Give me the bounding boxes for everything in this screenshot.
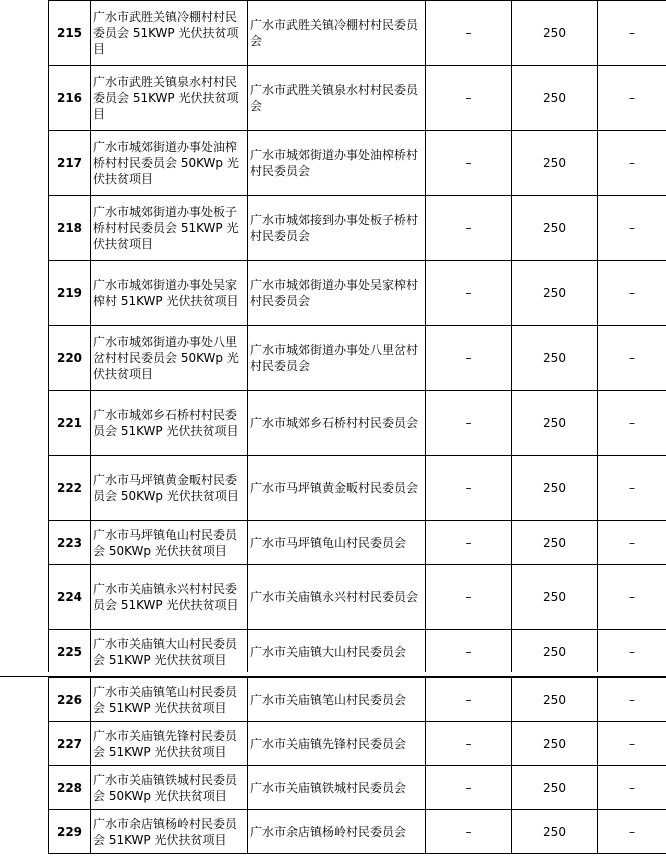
dash-cell: – — [426, 810, 512, 854]
dash-cell: – — [598, 391, 666, 456]
owner-unit-cell: 广水市城郊街道办事处八里岔村村民委员会 — [248, 326, 426, 391]
dash-cell: – — [426, 131, 512, 196]
project-name-cell: 广水市城郊街道办事处八里岔村村民委员会 50KWp 光伏扶贫项目 — [91, 326, 248, 391]
table-row — [49, 261, 666, 326]
table-row — [49, 391, 666, 456]
row-number: 216 — [49, 66, 91, 131]
dash-cell: – — [426, 66, 512, 131]
dash-cell: – — [598, 261, 666, 326]
owner-unit-cell: 广水市余店镇杨岭村民委员会 — [248, 810, 426, 854]
owner-unit-cell: 广水市关庙镇铁城村民委员会 — [248, 766, 426, 810]
capacity-cell: 250 — [512, 326, 598, 391]
row-number: 228 — [49, 766, 91, 810]
dash-cell: – — [598, 630, 666, 674]
row-number: 229 — [49, 810, 91, 854]
table-row — [49, 722, 666, 766]
project-name-cell: 广水市城郊乡石桥村村民委员会 51KWP 光伏扶贫项目 — [91, 391, 248, 456]
row-number: 225 — [49, 630, 91, 674]
dash-cell: – — [426, 326, 512, 391]
owner-unit-cell: 广水市城郊乡石桥村村民委员会 — [248, 391, 426, 456]
dash-cell: – — [426, 391, 512, 456]
project-name-cell: 广水市关庙镇永兴村村民委员会 51KWP 光伏扶贫项目 — [91, 565, 248, 630]
table-row — [49, 630, 666, 674]
capacity-cell: 250 — [512, 261, 598, 326]
table-row — [49, 565, 666, 630]
project-name-cell: 广水市城郊街道办事处板子桥村村民委员会 51KWP 光伏扶贫项目 — [91, 196, 248, 261]
capacity-cell: 250 — [512, 521, 598, 565]
capacity-cell: 250 — [512, 810, 598, 854]
table-row — [49, 678, 666, 722]
owner-unit-cell: 广水市城郊街道办事处油榨桥村村民委员会 — [248, 131, 426, 196]
row-number: 223 — [49, 521, 91, 565]
dash-cell: – — [598, 565, 666, 630]
dash-cell: – — [426, 630, 512, 674]
dash-cell: – — [426, 196, 512, 261]
capacity-cell: 250 — [512, 678, 598, 722]
owner-unit-cell: 广水市关庙镇大山村民委员会 — [248, 630, 426, 674]
table-row — [49, 456, 666, 521]
capacity-cell: 250 — [512, 391, 598, 456]
owner-unit-cell: 广水市城郊接到办事处板子桥村村民委员会 — [248, 196, 426, 261]
dash-cell: – — [598, 810, 666, 854]
capacity-cell: 250 — [512, 131, 598, 196]
project-table-part-2 — [48, 677, 666, 854]
owner-unit-cell: 广水市城郊街道办事处吴家榨村村民委员会 — [248, 261, 426, 326]
row-number: 217 — [49, 131, 91, 196]
capacity-cell: 250 — [512, 565, 598, 630]
project-name-cell: 广水市关庙镇先锋村民委员会 51KWP 光伏扶贫项目 — [91, 722, 248, 766]
dash-cell: – — [598, 521, 666, 565]
project-name-cell: 广水市关庙镇铁城村民委员会 50KWp 光伏扶贫项目 — [91, 766, 248, 810]
row-number: 227 — [49, 722, 91, 766]
dash-cell: – — [598, 131, 666, 196]
capacity-cell: 250 — [512, 456, 598, 521]
owner-unit-cell: 广水市武胜关镇泉水村村民委员会 — [248, 66, 426, 131]
dash-cell: – — [426, 766, 512, 810]
owner-unit-cell: 广水市关庙镇先锋村民委员会 — [248, 722, 426, 766]
dash-cell: – — [426, 1, 512, 66]
project-name-cell: 广水市马坪镇龟山村民委员会 50KWp 光伏扶贫项目 — [91, 521, 248, 565]
capacity-cell: 250 — [512, 722, 598, 766]
table-row — [49, 196, 666, 261]
project-name-cell: 广水市武胜关镇泉水村村民委员会 51KWP 光伏扶贫项目 — [91, 66, 248, 131]
table-row — [49, 521, 666, 565]
project-table-part-1 — [48, 0, 666, 674]
table-row — [49, 1, 666, 66]
dash-cell: – — [598, 766, 666, 810]
dash-cell: – — [598, 722, 666, 766]
project-name-cell: 广水市关庙镇笔山村民委员会 51KWP 光伏扶贫项目 — [91, 678, 248, 722]
capacity-cell: 250 — [512, 196, 598, 261]
capacity-cell: 250 — [512, 766, 598, 810]
dash-cell: – — [426, 456, 512, 521]
dash-cell: – — [426, 521, 512, 565]
dash-cell: – — [598, 196, 666, 261]
project-name-cell: 广水市关庙镇大山村民委员会 51KWP 光伏扶贫项目 — [91, 630, 248, 674]
table-row — [49, 326, 666, 391]
row-number: 215 — [49, 1, 91, 66]
table-row — [49, 810, 666, 854]
capacity-cell: 250 — [512, 1, 598, 66]
capacity-cell: 250 — [512, 66, 598, 131]
row-number: 218 — [49, 196, 91, 261]
row-number: 221 — [49, 391, 91, 456]
owner-unit-cell: 广水市关庙镇笔山村民委员会 — [248, 678, 426, 722]
dash-cell: – — [426, 261, 512, 326]
owner-unit-cell: 广水市马坪镇黄金畈村民委员会 — [248, 456, 426, 521]
row-number: 224 — [49, 565, 91, 630]
project-name-cell: 广水市余店镇杨岭村民委员会 51KWP 光伏扶贫项目 — [91, 810, 248, 854]
row-number: 220 — [49, 326, 91, 391]
dash-cell: – — [598, 326, 666, 391]
dash-cell: – — [598, 456, 666, 521]
owner-unit-cell: 广水市马坪镇龟山村民委员会 — [248, 521, 426, 565]
row-number: 219 — [49, 261, 91, 326]
project-name-cell: 广水市武胜关镇冷棚村村民委员会 51KWP 光伏扶贫项目 — [91, 1, 248, 66]
capacity-cell: 250 — [512, 630, 598, 674]
dash-cell: – — [598, 66, 666, 131]
owner-unit-cell: 广水市关庙镇永兴村村民委员会 — [248, 565, 426, 630]
table-row — [49, 131, 666, 196]
project-name-cell: 广水市马坪镇黄金畈村民委员会 50KWp 光伏扶贫项目 — [91, 456, 248, 521]
dash-cell: – — [598, 1, 666, 66]
row-number: 226 — [49, 678, 91, 722]
project-name-cell: 广水市城郊街道办事处吴家榨村 51KWP 光伏扶贫项目 — [91, 261, 248, 326]
dash-cell: – — [426, 678, 512, 722]
table-row — [49, 766, 666, 810]
owner-unit-cell: 广水市武胜关镇冷棚村村民委员会 — [248, 1, 426, 66]
row-number: 222 — [49, 456, 91, 521]
dash-cell: – — [426, 565, 512, 630]
table-row — [49, 66, 666, 131]
project-name-cell: 广水市城郊街道办事处油榨桥村村民委员会 50KWp 光伏扶贫项目 — [91, 131, 248, 196]
dash-cell: – — [426, 722, 512, 766]
dash-cell: – — [598, 678, 666, 722]
